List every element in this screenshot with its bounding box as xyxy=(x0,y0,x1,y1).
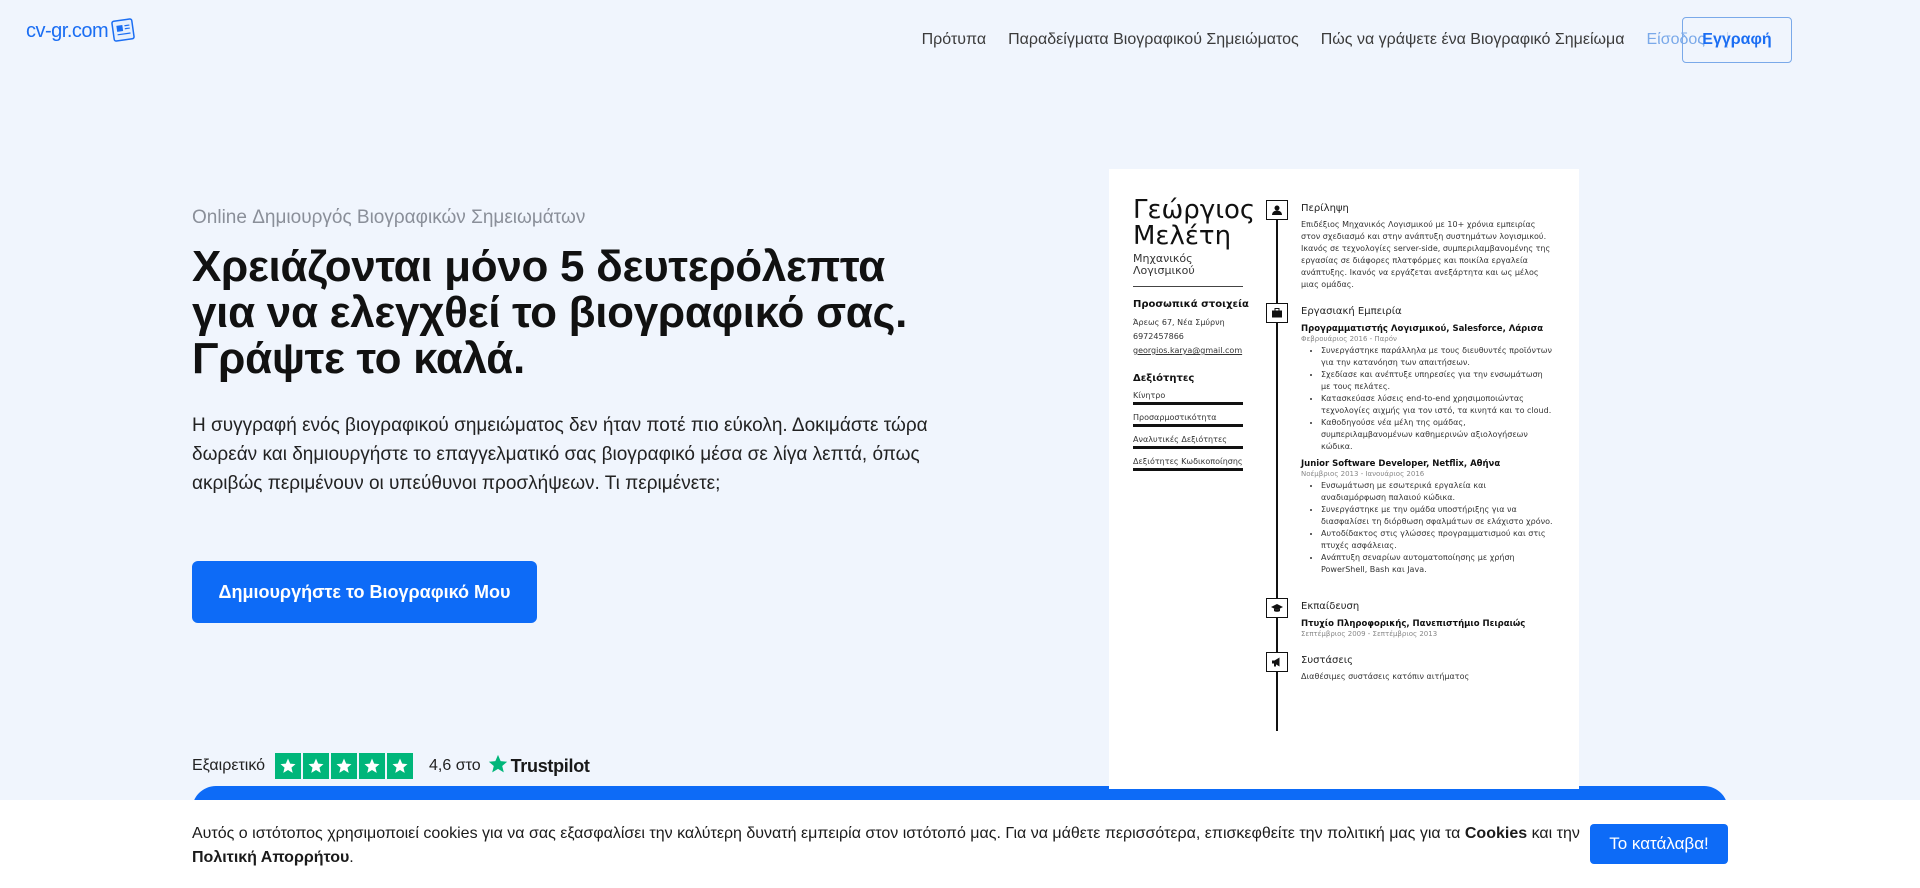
graduation-cap-icon xyxy=(1266,598,1288,618)
megaphone-icon xyxy=(1266,652,1288,672)
resume-phone: 6972457866 xyxy=(1133,332,1184,341)
resume-skill: Δεξιότητες Κωδικοποίησης xyxy=(1133,457,1243,471)
cookie-message: Αυτός ο ιστότοπος χρησιμοποιεί cookies για να σας εξασφαλίσει την καλύτερη δυνατή εμπειρία στον ιστότοπό μας. Για να μάθετε περισσότερα, επισκεφθείτε την πολιτική μας για τα xyxy=(192,825,1461,842)
resume-bullet: • Κατασκεύασε λύσεις end-to-end χρησιμοποιώντας τεχνολογίες αιχμής για τον ιστό, τα κινητά και το cloud. xyxy=(1321,393,1553,417)
cookie-text: Αυτός ο ιστότοπος χρησιμοποιεί cookies για να σας εξασφαλίσει την καλύτερη δυνατή εμπειρία στον ιστότοπό μας. Για να μάθετε περισσότερα, επισκεφθείτε την πολιτική μας για τα Cookies και την Πολιτική Απορρήτου. xyxy=(192,825,1580,866)
trustpilot-brand: Trustpilot xyxy=(510,755,590,776)
signup-button[interactable]: Εγγραφή xyxy=(1682,17,1792,63)
resume-summary: Επιδέξιος Μηχανικός Λογισμικού με 10+ χρόνια εμπειρίας στον σχεδιασμό και στην ανάπτυξη συστημάτων λογισμικού. Ικανός σε τεχνολογίες server-side, συμπεριλαμβανομένης της εργασίας σε διάφορες πλατφόρμες και ποικίλα εργαλεία ανάπτυξης. Ικανός να εργάζεται ανεξάρτητα και ως μέλος μιας ομάδας. xyxy=(1301,220,1551,289)
resume-skill: Αναλυτικές Δεξιότητες xyxy=(1133,435,1243,449)
trustpilot-rating[interactable] xyxy=(192,753,590,779)
star-icon xyxy=(331,753,357,779)
hero-subtitle: Online Δημιουργός Βιογραφικών Σημειωμάτων xyxy=(192,207,586,228)
rating-word: Εξαιρετικό xyxy=(192,757,266,774)
nav-templates[interactable]: Πρότυπα xyxy=(921,31,987,48)
login-link[interactable]: Είσοδος xyxy=(1646,31,1705,48)
resume-references-title: Συστάσεις xyxy=(1301,655,1354,666)
star-icon xyxy=(275,753,301,779)
star-icon xyxy=(303,753,329,779)
headline-line-2: για να ελεγχθεί το βιογραφικό σας. xyxy=(192,288,908,337)
accept-cookies-button[interactable]: Το κατάλαβα! xyxy=(1590,824,1728,864)
star-icon xyxy=(387,753,413,779)
resume-personal-title: Προσωπικά στοιχεία xyxy=(1133,299,1249,310)
resume-preview xyxy=(1109,169,1579,789)
resume-address: Άρεως 67, Νέα Σμύρνη xyxy=(1133,318,1225,327)
logo[interactable] xyxy=(26,18,136,44)
resume-job-date: Νοέμβριος 2013 - Ιανουάριος 2016 xyxy=(1301,470,1425,478)
resume-bullet: • Συνεργάστηκε με την ομάδα υποστήριξης για να διασφαλίσει τη διόρθωση σφαλμάτων σε ελάχιστο χρόνο. xyxy=(1321,504,1553,528)
person-icon xyxy=(1266,200,1288,220)
headline-line-1: Χρειάζονται μόνο 5 δευτερόλεπτα xyxy=(192,242,885,291)
resume-first-name: Γεώργιος xyxy=(1133,195,1256,225)
site-header xyxy=(0,0,1920,80)
privacy-policy-link[interactable]: Πολιτική Απορρήτου xyxy=(192,849,350,866)
resume-skills-title: Δεξιότητες xyxy=(1133,373,1195,384)
briefcase-icon xyxy=(1266,303,1288,323)
nav-cv-examples[interactable]: Παραδείγματα Βιογραφικού Σημειώματος xyxy=(1008,31,1299,48)
resume-skill: Κίνητρο xyxy=(1133,391,1243,405)
rating-stars xyxy=(275,753,413,779)
resume-role: Μηχανικός Λογισμικού xyxy=(1133,252,1195,277)
resume-bullet: • Σχεδίασε και ανέπτυξε υπηρεσίες για την ενσωμάτωση με τους πελάτες. xyxy=(1321,369,1553,393)
headline-line-3: Γράψτε το καλά. xyxy=(192,334,525,383)
trustpilot-logo xyxy=(487,753,590,780)
resume-job-title: Junior Software Developer, Netflix, Αθήνα xyxy=(1301,459,1501,469)
resume-references: Διαθέσιμες συστάσεις κατόπιν αιτήματος xyxy=(1301,672,1470,681)
cookies-policy-link[interactable]: Cookies xyxy=(1464,825,1528,842)
resume-bullet: • Ενσωμάτωση με εσωτερικά εργαλεία και αναδιαμόρφωση παλαιού κώδικα. xyxy=(1321,480,1553,504)
resume-bullet: • Συνεργάστηκε παράλληλα με τους διευθυντές προϊόντων για την κατανόηση των απαιτήσεων. xyxy=(1321,345,1553,369)
resume-bullet: • Καθοδηγούσε νέα μέλη της ομάδας, συμπεριλαμβανομένων καθημερινών αξιολογήσεων κώδικα. xyxy=(1321,417,1553,453)
resume-education-title: Εκπαίδευση xyxy=(1301,601,1360,612)
cv-document-icon xyxy=(110,18,136,44)
resume-summary-title: Περίληψη xyxy=(1301,203,1349,214)
resume-skill: Προσαρμοστικότητα xyxy=(1133,413,1243,427)
resume-bullet: • Ανάπτυξη σεναρίων αυτοματοποίησης με χρήση PowerShell, Bash και Java. xyxy=(1321,552,1553,576)
resume-degree: Πτυχίο Πληροφορικής, Πανεπιστήμιο Πειραιώς xyxy=(1301,619,1526,629)
resume-bullet: • Αυτοδίδακτος στις γλώσσες προγραμματισμού και στις πτυχές ασφάλειας. xyxy=(1321,528,1553,552)
resume-divider xyxy=(1133,286,1243,287)
resume-job-date: Φεβρουάριος 2016 - Παρόν xyxy=(1301,335,1397,343)
hero-headline xyxy=(192,244,972,382)
resume-experience-title: Εργασιακή Εμπειρία xyxy=(1301,306,1402,317)
create-cv-button[interactable]: Δημιουργήστε το Βιογραφικό Μου xyxy=(192,561,537,623)
main-nav xyxy=(900,22,1728,58)
hero-lead: Η συγγραφή ενός βιογραφικού σημειώματος δεν ήταν ποτέ πιο εύκολη. Δοκιμάστε τώρα δωρεάν και δημιουργήστε το επαγγελματικό σας βιογραφικό μέσα σε λίγα λεπτά, όπως ακριβώς περιμένουν οι υπεύθυνοι προσλήψεων. Τι περιμένετε; xyxy=(192,415,928,494)
resume-email: georgios.karya@gmail.com xyxy=(1133,346,1243,355)
star-icon xyxy=(359,753,385,779)
nav-how-to-write[interactable]: Πώς να γράψετε ένα Βιογραφικό Σημείωμα xyxy=(1320,31,1625,48)
resume-degree-date: Σεπτέμβριος 2009 - Σεπτέμβριος 2013 xyxy=(1301,630,1438,638)
resume-job-bullets xyxy=(1321,345,1553,453)
cookie-banner xyxy=(0,800,1920,888)
resume-last-name: Μελέτη xyxy=(1133,221,1232,251)
cookie-and: και την xyxy=(1531,825,1580,842)
resume-job-title: Προγραμματιστής Λογισμικού, Salesforce, Λάρισα xyxy=(1301,324,1544,334)
trustpilot-star-icon xyxy=(487,753,509,780)
resume-job-bullets xyxy=(1321,480,1553,576)
logo-text: cv-gr.com xyxy=(26,19,109,42)
rating-score: 4,6 στο xyxy=(429,757,481,774)
